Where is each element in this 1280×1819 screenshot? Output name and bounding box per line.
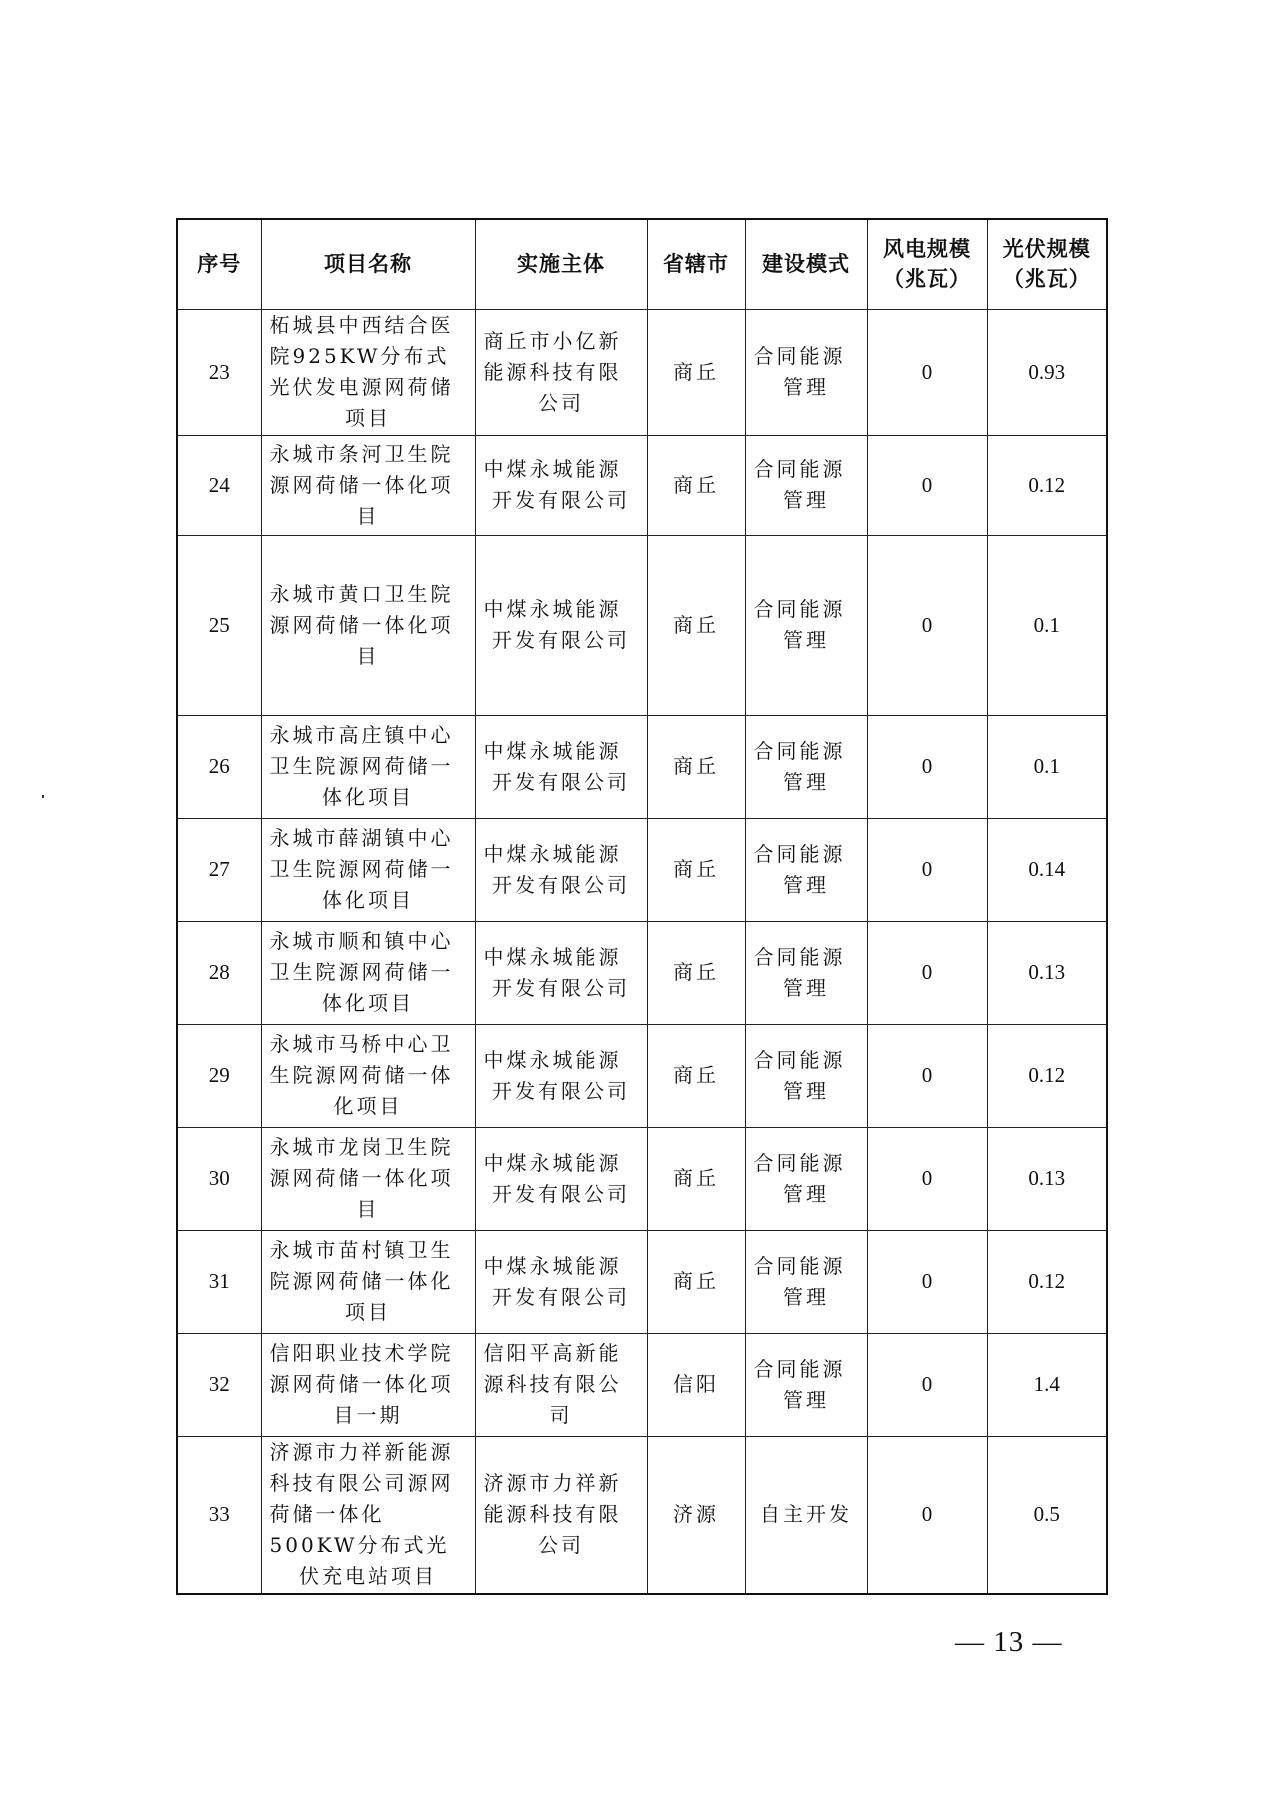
row-mode: 合同能源管理 [745, 435, 867, 535]
project-table [176, 218, 1108, 1595]
row-wind: 0 [867, 1436, 987, 1594]
row-entity: 中煤永城能源开发有限公司 [475, 921, 647, 1024]
row-wind: 0 [867, 1230, 987, 1333]
table-row [177, 1127, 1107, 1230]
scan-speck [42, 795, 44, 798]
row-project-name: 信阳职业技术学院源网荷储一体化项目一期 [261, 1333, 475, 1436]
row-index: 26 [177, 715, 261, 818]
row-wind: 0 [867, 715, 987, 818]
row-index: 31 [177, 1230, 261, 1333]
row-project-name: 永城市薛湖镇中心卫生院源网荷储一体化项目 [261, 818, 475, 921]
row-entity: 中煤永城能源开发有限公司 [475, 535, 647, 715]
row-index: 29 [177, 1024, 261, 1127]
table-row [177, 921, 1107, 1024]
row-mode: 合同能源管理 [745, 921, 867, 1024]
table-row [177, 715, 1107, 818]
table-row [177, 1333, 1107, 1436]
row-wind: 0 [867, 1127, 987, 1230]
row-project-name: 永城市黄口卫生院源网荷储一体化项目 [261, 535, 475, 715]
row-entity: 中煤永城能源开发有限公司 [475, 715, 647, 818]
row-mode: 自主开发 [745, 1436, 867, 1594]
row-solar: 0.13 [987, 921, 1107, 1024]
page-number: — 13 — [955, 1626, 1063, 1658]
row-city: 商丘 [647, 535, 745, 715]
row-project-name: 永城市条河卫生院源网荷储一体化项目 [261, 435, 475, 535]
row-index: 28 [177, 921, 261, 1024]
header-wind: 风电规模（兆瓦） [867, 219, 987, 309]
table-row [177, 818, 1107, 921]
row-entity: 中煤永城能源开发有限公司 [475, 435, 647, 535]
row-solar: 0.12 [987, 1024, 1107, 1127]
row-city: 商丘 [647, 309, 745, 435]
row-mode: 合同能源管理 [745, 309, 867, 435]
row-city: 商丘 [647, 1127, 745, 1230]
row-index: 27 [177, 818, 261, 921]
row-project-name: 永城市龙岗卫生院源网荷储一体化项目 [261, 1127, 475, 1230]
row-index: 24 [177, 435, 261, 535]
row-solar: 0.14 [987, 818, 1107, 921]
row-entity: 商丘市小亿新能源科技有限公司 [475, 309, 647, 435]
row-solar: 0.13 [987, 1127, 1107, 1230]
row-solar: 0.1 [987, 715, 1107, 818]
row-index: 33 [177, 1436, 261, 1594]
table-row [177, 535, 1107, 715]
row-solar: 0.93 [987, 309, 1107, 435]
row-project-name: 济源市力祥新能源科技有限公司源网荷储一体化500KW分布式光伏充电站项目 [261, 1436, 475, 1594]
row-wind: 0 [867, 1333, 987, 1436]
row-solar: 0.12 [987, 1230, 1107, 1333]
row-project-name: 永城市高庄镇中心卫生院源网荷储一体化项目 [261, 715, 475, 818]
row-index: 32 [177, 1333, 261, 1436]
header-index: 序号 [177, 219, 261, 309]
table-row [177, 1436, 1107, 1594]
row-entity: 中煤永城能源开发有限公司 [475, 818, 647, 921]
row-mode: 合同能源管理 [745, 1230, 867, 1333]
row-city: 商丘 [647, 818, 745, 921]
row-entity: 中煤永城能源开发有限公司 [475, 1127, 647, 1230]
row-project-name: 永城市马桥中心卫生院源网荷储一体化项目 [261, 1024, 475, 1127]
table-header-row [177, 219, 1107, 309]
header-city: 省辖市 [647, 219, 745, 309]
row-index: 25 [177, 535, 261, 715]
row-project-name: 永城市顺和镇中心卫生院源网荷储一体化项目 [261, 921, 475, 1024]
header-entity: 实施主体 [475, 219, 647, 309]
row-wind: 0 [867, 921, 987, 1024]
row-entity: 信阳平高新能源科技有限公司 [475, 1333, 647, 1436]
row-project-name: 柘城县中西结合医院925KW分布式光伏发电源网荷储项目 [261, 309, 475, 435]
row-city: 商丘 [647, 921, 745, 1024]
row-city: 信阳 [647, 1333, 745, 1436]
row-mode: 合同能源管理 [745, 1333, 867, 1436]
row-entity: 济源市力祥新能源科技有限公司 [475, 1436, 647, 1594]
row-mode: 合同能源管理 [745, 818, 867, 921]
row-wind: 0 [867, 535, 987, 715]
header-solar: 光伏规模（兆瓦） [987, 219, 1107, 309]
row-solar: 0.1 [987, 535, 1107, 715]
table-row [177, 1230, 1107, 1333]
row-wind: 0 [867, 818, 987, 921]
table-row [177, 309, 1107, 435]
row-city: 商丘 [647, 1230, 745, 1333]
row-solar: 0.5 [987, 1436, 1107, 1594]
row-index: 30 [177, 1127, 261, 1230]
row-mode: 合同能源管理 [745, 1127, 867, 1230]
header-mode: 建设模式 [745, 219, 867, 309]
row-entity: 中煤永城能源开发有限公司 [475, 1230, 647, 1333]
table-row [177, 1024, 1107, 1127]
row-mode: 合同能源管理 [745, 1024, 867, 1127]
row-solar: 1.4 [987, 1333, 1107, 1436]
row-index: 23 [177, 309, 261, 435]
row-city: 商丘 [647, 435, 745, 535]
table-row [177, 435, 1107, 535]
row-mode: 合同能源管理 [745, 715, 867, 818]
row-wind: 0 [867, 1024, 987, 1127]
row-solar: 0.12 [987, 435, 1107, 535]
row-wind: 0 [867, 309, 987, 435]
row-city: 商丘 [647, 1024, 745, 1127]
header-project-name: 项目名称 [261, 219, 475, 309]
row-city: 济源 [647, 1436, 745, 1594]
row-entity: 中煤永城能源开发有限公司 [475, 1024, 647, 1127]
row-project-name: 永城市苗村镇卫生院源网荷储一体化项目 [261, 1230, 475, 1333]
row-wind: 0 [867, 435, 987, 535]
row-city: 商丘 [647, 715, 745, 818]
row-mode: 合同能源管理 [745, 535, 867, 715]
